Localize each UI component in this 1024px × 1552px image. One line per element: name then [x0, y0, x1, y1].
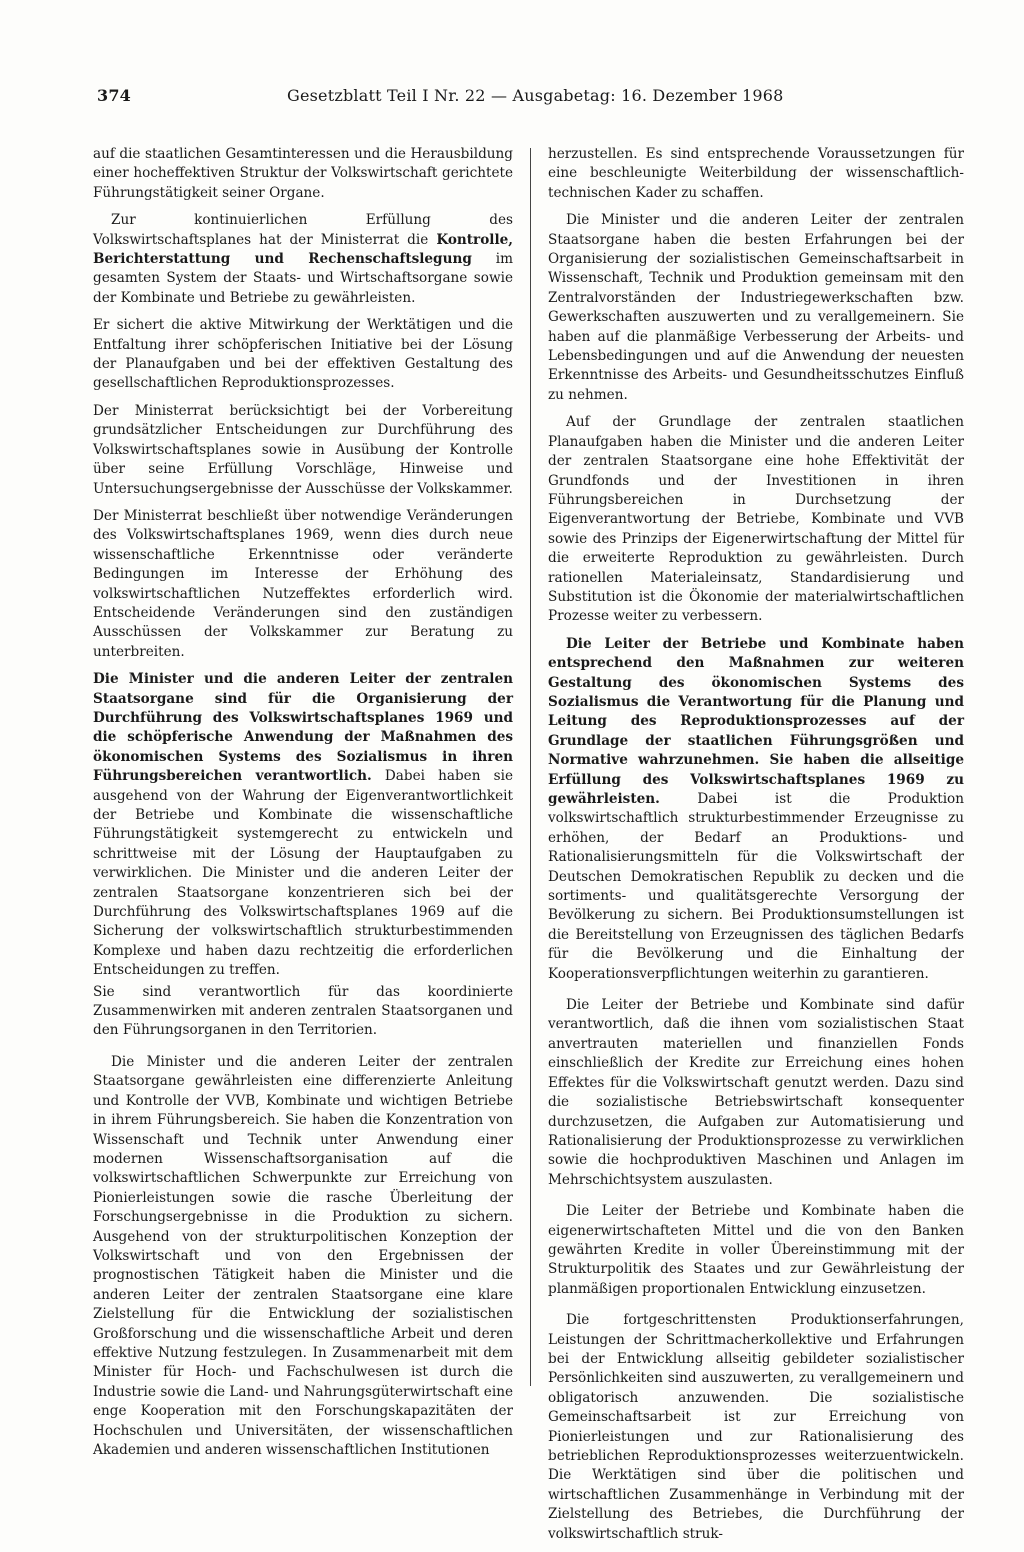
paragraph: Die fortgeschrittensten Produktionserfahrungen, Leistungen der Schrittmacherkollektive und Erfahrungen bei der Entwicklung allseitig gebildeter sozialistischer Persönlichkeiten sind auszuwerten, zu verallgemeinern und obligatorisch anzuwenden. Die sozialistische Gemeinschaftsarbeit ist zur Erreichung von Pionierleistungen und zur Rationalisierung des betrieblichen Reproduktionsprozesses weiterzuentwickeln. Die Werktätigen sind über die politischen und wirtschaftlichen Zusammenhänge in Verbindung mit der Zielstellung des Betriebes, die Durchführung der volkswirtschaftlich struk- — [548, 1312, 964, 1542]
paragraph: Er sichert die aktive Mitwirkung der Werktätigen und die Entfaltung ihrer schöpferischen Initiative bei der Lösung der Planaufgaben und bei der effektiven Gestaltung des gesellschaftlichen Reproduktionsprozesses. — [93, 317, 513, 392]
paragraph-text: im gesamten System der Staats- und Wirtschaftsorgane sowie der Kombinate und Betriebe zu gewährleisten. — [93, 251, 513, 306]
emphasis-text: Die Minister und die anderen Leiter der zentralen Staatsorgane sind für die Organisierung der Durchführung des Volkswirtschaftsplanes 1969 und die schöpferische Anwendung der Maßnahmen des ökonomischen Systems des Sozialismus in ihren Führungsbereichen verantwortlich. — [93, 671, 513, 785]
paragraph: Der Ministerrat berücksichtigt bei der Vorbereitung grundsätzlicher Entscheidungen zur Durchführung des Volkswirtschaftsplanes sowie in Ausübung der Kontrolle über seine Erfüllung Vorschläge, Hinweise und Untersuchungsergebnisse der Ausschüsse der Volkskammer. — [93, 402, 513, 497]
paragraph: Die Minister und die anderen Leiter der zentralen Staatsorgane gewährleisten eine differenzierte Anleitung und Kontrolle der VVB, Kombinate und wichtigen Betriebe in ihrem Führungsbereich. Sie haben die Konzentration von Wissenschaft und Technik unter Anwendung einer modernen Wissenschaftsorganisation auf die volkswirtschaftlichen Schwerpunkte zur Erreichung von Pionierleistungen sowie die rasche Überleitung der Forschungsergebnisse in die Produktion zu sichern. Ausgehend von der strukturpolitischen Konzeption der Volkswirtschaft und von den Ergebnissen der prognostischen Tätigkeit haben die Minister und die anderen Leiter der zentralen Staatsorgane eine klare Zielstellung für die Entwicklung der sozialistischen Großforschung und die wissenschaftliche Arbeit und deren effektive Nutzung festzulegen. In Zusammenarbeit mit dem Minister für Hoch- und Fachschulwesen ist durch die Industrie sowie die Land- und Nahrungsgüterwirtschaft eine enge Kooperation mit den Forschungskapazitäten der Hochschulen und Universitäten, der wissenschaftlichen Akademien und anderen wissenschaftlichen Institutionen — [93, 1053, 513, 1458]
paragraph: Die Leiter der Betriebe und Kombinate sind dafür verantwortlich, daß die ihnen vom sozialistischen Staat anvertrauten materiellen und finanziellen Fonds einschließlich der Kredite zur Erreichung eines hohen Effektes für die Volkswirtschaft genutzt werden. Dazu sind die sozialistische Betriebswirtschaft konsequenter durchzusetzen, die Aufgaben zur Automatisierung und Rationalisierung der Produktionsprozesse zu verwirklichen sowie die hochproduktiven Maschinen und Anlagen im Mehrschichtsystem auszulasten. — [548, 997, 964, 1188]
paragraph — [93, 670, 513, 981]
emphasis-text: Kontrolle, Berichterstattung und Rechenschaftslegung — [93, 231, 513, 268]
paragraph: herzustellen. Es sind entsprechende Voraussetzungen für eine beschleunigte Weiterbildung der wissenschaftlich-technischen Kader zu schaffen. — [548, 146, 964, 201]
column-divider — [530, 148, 531, 1386]
paragraph: Die Minister und die anderen Leiter der zentralen Staatsorgane haben die besten Erfahrungen bei der Organisierung der sozialistischen Gemeinschaftsarbeit in Wissenschaft, Technik und Produktion gemeinsam mit den Zentralvorständen der Industriegewerkschaften bzw. Gewerkschaften auszuwerten und zu verallgemeinern. Sie haben auf die planmäßige Verbesserung der Arbeits- und Lebensbedingungen und auf die Anwendung der neuesten Erkenntnisse des Arbeits- und Gesundheitsschutzes Einfluß zu nehmen. — [548, 212, 964, 403]
left-column — [93, 145, 513, 1468]
page-number: 374 — [97, 86, 131, 105]
emphasis-text: Die Leiter der Betriebe und Kombinate haben entsprechend den Maßnahmen zur weiteren Gestaltung des ökonomischen Systems des Sozialismus die Verantwortung für die Planung und Leitung des Reproduktionsprozesses auf der Grundlage der staatlichen Führungsgrößen und Normative wahrzunehmen. Sie haben die allseitige Erfüllung des Volkswirtschaftsplanes 1969 zu gewährleisten. — [548, 635, 964, 807]
paragraph — [93, 211, 513, 308]
paragraph: Der Ministerrat beschließt über notwendige Veränderungen des Volkswirtschaftsplanes 1969, wenn dies durch neue wissenschaftliche Erkenntnisse oder veränderte Bedingungen im Interesse der Erhöhung des volkswirtschaftlichen Nutzeffektes erforderlich wird. Entscheidende Veränderungen sind den zuständigen Ausschüssen der Volkskammer zur Beratung zu unterbreiten. — [93, 507, 513, 660]
paragraph: Auf der Grundlage der zentralen staatlichen Planaufgaben haben die Minister und die anderen Leiter der zentralen Staatsorgane eine hohe Effektivität der Grundfonds und der Investitionen in ihren Führungsbereichen in Durchsetzung der Eigenverantwortung der Betriebe, Kombinate und VVB sowie des Prinzips der Eigenerwirtschaftung der Mittel für die erweiterte Reproduktion zu gewährleisten. Durch rationellen Materialeinsatz, Standardisierung und Substitution ist die Ökonomie der materialwirtschaftlichen Prozesse weiter zu verbessern. — [548, 414, 964, 625]
paragraph-text: Dabei haben sie ausgehend von der Wahrung der Eigenverantwortlichkeit der Betriebe und Kombinate die wissenschaftliche Führungstätigkeit systemgerecht zu entwickeln und schrittweise mit der Lösung der Hauptaufgaben zu verwirklichen. Die Minister und die anderen Leiter der zentralen Staatsorgane konzentrieren sich bei der Durchführung des Volkswirtschaftsplanes 1969 auf die Sicherung der volkswirtschaftlich strukturbestimmenden Komplexe und haben dazu rechtzeitig die erforderlichen Entscheidungen zu treffen. — [93, 768, 513, 979]
paragraph: Die Leiter der Betriebe und Kombinate haben die eigenerwirtschafteten Mittel und die von den Banken gewährten Kredite in voller Übereinstimmung mit der Strukturpolitik des Staates und zur Gewährleistung der planmäßigen proportionalen Entwicklung einzusetzen. — [548, 1203, 964, 1297]
right-column — [548, 145, 964, 1552]
page-header — [97, 86, 927, 108]
paragraph: auf die staatlichen Gesamtinteressen und die Herausbildung einer hocheffektiven Struktur der Volkswirtschaft gerichtete Führungstätigkeit seiner Organe. — [93, 146, 513, 201]
running-head: Gesetzblatt Teil I Nr. 22 — Ausgabetag: 16. Dezember 1968 — [287, 86, 784, 105]
paragraph-text: Zur kontinuierlichen Erfüllung des Volkswirtschaftsplanes hat der Ministerrat die — [93, 212, 513, 248]
paragraph — [548, 635, 964, 984]
paragraph-text: Dabei ist die Produktion volkswirtschaftlich strukturbestimmender Erzeugnisse zu erhöhen, der Bedarf an Produktions- und Rationalisierungsmitteln für die Volkswirtschaft der Deutschen Demokratischen Republik zu decken und die sortiments- und qualitätsgerechte Versorgung der Bevölkerung zu sichern. Bei Produktionsumstellungen ist die Bereitstellung von Erzeugnissen des täglichen Bedarfs für die Bevölkerung und die Einhaltung der Kooperationsverpflichtungen weiterhin zu garantieren. — [548, 791, 964, 982]
paragraph: Sie sind verantwortlich für das koordinierte Zusammenwirken mit anderen zentralen Staatsorganen und den Führungsorganen in den Territorien. — [93, 983, 513, 1039]
